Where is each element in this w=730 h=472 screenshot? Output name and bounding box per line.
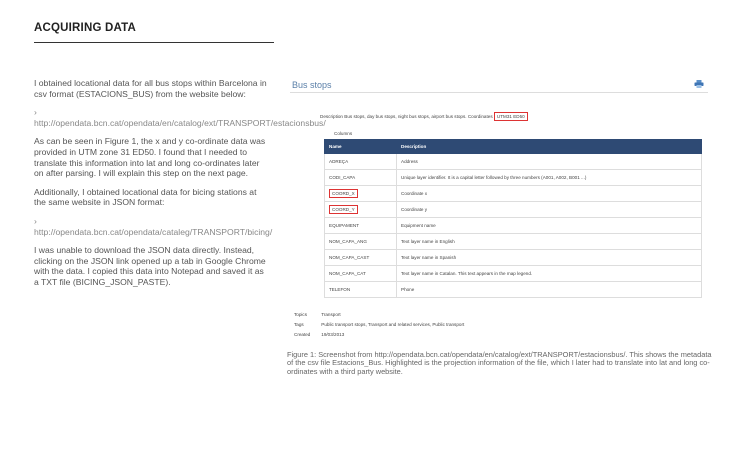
body-text-column	[34, 78, 326, 296]
figure-caption: Figure 1: Screenshot from http://opendata.bcn.cat/opendata/en/catalog/ext/TRANSPORT/estacionsbus/. This shows the metadata of the csv file Estacions_Bus. Highlighted is the projection information of the file, which I later had to translate into lat and long co-ordinates with a third party website.	[287, 350, 712, 376]
description-line	[320, 114, 528, 119]
meta-row-created	[294, 332, 464, 342]
column-name-cell: NOM_CAPA_CAT	[325, 266, 397, 282]
column-description-cell: Unique layer identifier. It is a capital letter followed by three numbers (A001, A002, B001 ...)	[397, 170, 702, 186]
screenshot-figure	[290, 76, 708, 348]
table-row	[325, 170, 702, 186]
paragraph-utm: As can be seen in Figure 1, the x and y co-ordinate data was provided in UTM zone 31 ED50. I found that I needed to translate this information into lat and long co-ordinates later on after parsing. I will explain this step on the next page.	[34, 136, 266, 179]
header-description: Description	[397, 140, 702, 154]
column-name-cell	[325, 186, 397, 202]
table-row	[325, 266, 702, 282]
description-text: Description Bus stops, day bus stops, night bus stops, airport bus stops. Coordinates	[320, 114, 493, 119]
link-estacionsbus[interactable]: › http://opendata.bcn.cat/opendata/en/catalog/ext/TRANSPORT/estacionsbus/	[34, 107, 326, 128]
meta-key: Created	[294, 332, 311, 337]
column-description-cell: Coordinate y	[397, 202, 702, 218]
meta-value: Public transport stops, Transport and related services, Public transport	[321, 322, 465, 327]
meta-key: Tags	[294, 322, 304, 327]
page-title: ACQUIRING DATA	[34, 22, 137, 34]
meta-key: Topics	[294, 312, 308, 317]
column-name-cell: EQUIPAMENT	[325, 218, 397, 234]
column-description-cell: Address	[397, 154, 702, 170]
table-row	[325, 202, 702, 218]
printer-icon	[694, 80, 704, 88]
columns-label: Columns	[334, 131, 353, 136]
column-description-cell: Equipment name	[397, 218, 702, 234]
column-name-cell: ADREÇA	[325, 154, 397, 170]
table-row	[325, 250, 702, 266]
meta-row-tags	[294, 322, 464, 332]
metadata-block	[294, 312, 464, 342]
table-row	[325, 154, 702, 170]
paragraph-json: I was unable to download the JSON data directly. Instead, clicking on the JSON link opened up a tab in Google Chrome with the data. I copied this data into Notepad and saved it as a TXT file (BICING_JSON_PASTE).	[34, 245, 266, 287]
table-row	[325, 234, 702, 250]
column-name-cell: NOM_CAPA_ANG	[325, 234, 397, 250]
header-name: Name	[325, 140, 397, 154]
table-row	[325, 282, 702, 298]
link-bicing[interactable]: › http://opendata.bcn.cat/opendata/cataleg/TRANSPORT/bicing/	[34, 215, 273, 237]
screenshot-divider	[290, 92, 708, 93]
column-name-cell: TELEFON	[325, 282, 397, 298]
column-description-cell: Coordinate x	[397, 186, 702, 202]
meta-value: Transport	[321, 312, 341, 317]
table-row	[325, 218, 702, 234]
title-divider	[34, 42, 274, 43]
table-header-row	[325, 140, 702, 154]
column-name-cell: CODI_CAPA	[325, 170, 397, 186]
paragraph-bicing: Additionally, I obtained locational data for bicing stations at the same website in JSON format:	[34, 186, 257, 208]
column-description-cell: Text layer name in English	[397, 234, 702, 250]
screenshot-title: Bus stops	[292, 80, 332, 90]
column-name-cell: NOM_CAPA_CAST	[325, 250, 397, 266]
columns-table	[324, 139, 702, 298]
meta-value: 19/03/2013	[321, 332, 345, 337]
projection-highlight: UTM31 ED50	[494, 112, 528, 121]
coordinate-highlight: COORD_Y	[329, 205, 358, 214]
column-description-cell: Text layer name in Spanish	[397, 250, 702, 266]
paragraph-bus-stops: I obtained locational data for all bus stops within Barcelona in csv format (ESTACIONS_BUS) from the website below:	[34, 78, 267, 99]
meta-row-topics	[294, 312, 464, 322]
column-name-cell	[325, 202, 397, 218]
column-description-cell: Phone	[397, 282, 702, 298]
coordinate-highlight: COORD_X	[329, 189, 358, 198]
column-description-cell: Text layer name in Catalan. This text appears in the map legend.	[397, 266, 702, 282]
table-row	[325, 186, 702, 202]
